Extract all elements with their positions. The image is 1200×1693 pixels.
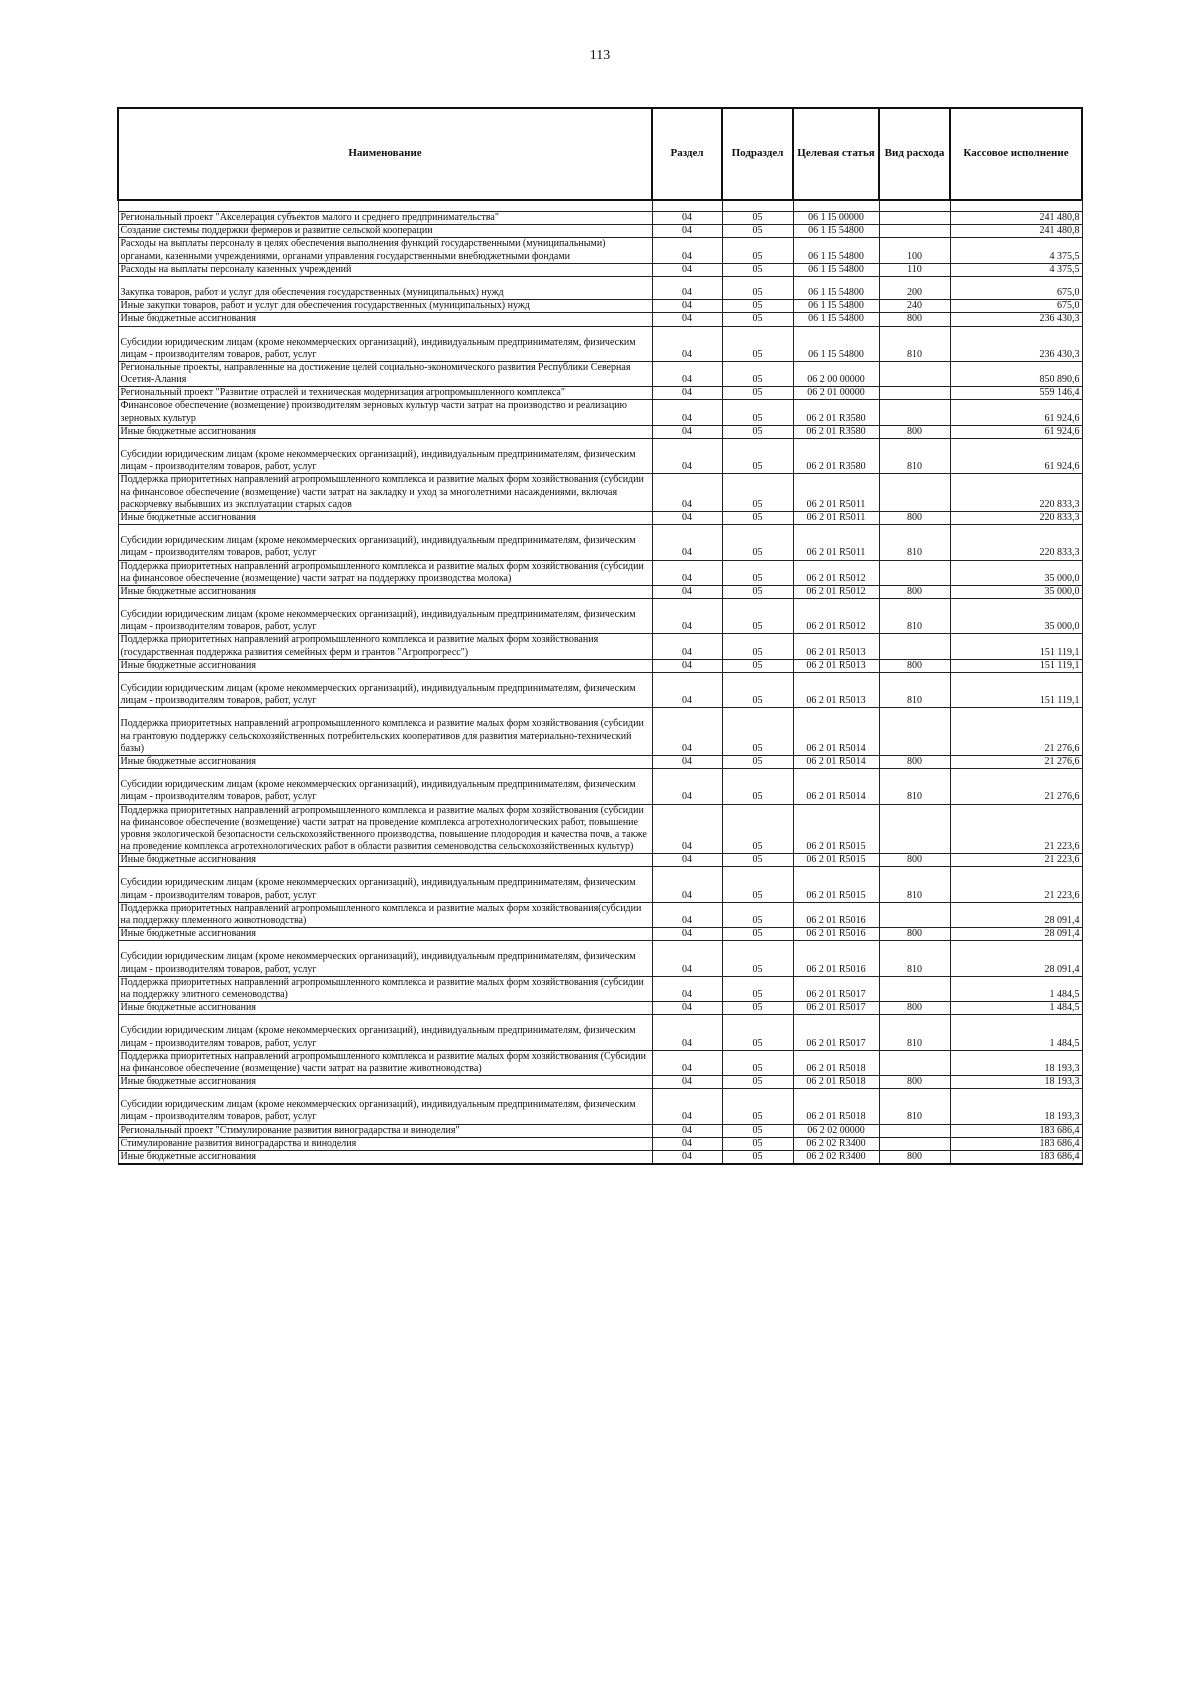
table-row	[118, 263, 1082, 276]
header-razdel: Раздел	[652, 108, 722, 200]
row-vid: 810	[879, 525, 950, 560]
row-target: 06 2 01 R5018	[793, 1050, 879, 1075]
row-amount: 183 686,4	[950, 1137, 1082, 1150]
row-name: Региональный проект "Стимулирование развития виноградарства и виноделия"	[118, 1124, 652, 1137]
row-vid: 100	[879, 238, 950, 263]
row-amount: 675,0	[950, 300, 1082, 313]
row-amount: 241 480,8	[950, 225, 1082, 238]
table-row	[118, 1015, 1082, 1050]
row-razdel: 04	[652, 1137, 722, 1150]
table-row	[118, 976, 1082, 1001]
row-vid	[879, 474, 950, 512]
row-name: Иные закупки товаров, работ и услуг для обеспечения государственных (муниципальных) нужд	[118, 300, 652, 313]
row-podrazdel: 05	[722, 854, 793, 867]
row-amount: 18 193,3	[950, 1076, 1082, 1089]
row-razdel: 04	[652, 1124, 722, 1137]
row-vid: 810	[879, 769, 950, 804]
row-podrazdel: 05	[722, 560, 793, 585]
row-target: 06 2 01 R5012	[793, 599, 879, 634]
row-target: 06 2 01 R3580	[793, 400, 879, 425]
row-podrazdel: 05	[722, 867, 793, 902]
table-header-row	[118, 108, 1082, 200]
row-amount: 21 223,6	[950, 854, 1082, 867]
row-razdel: 04	[652, 928, 722, 941]
table-row	[118, 673, 1082, 708]
row-name: Расходы на выплаты персоналу казенных учреждений	[118, 263, 652, 276]
row-podrazdel: 05	[722, 769, 793, 804]
row-target: 06 2 01 R5014	[793, 755, 879, 768]
row-razdel: 04	[652, 659, 722, 672]
row-name: Поддержка приоритетных направлений агропромышленного комплекса и развитие малых форм хозяйствования (субсидии на поддержку элитного семеноводства)	[118, 976, 652, 1001]
row-razdel: 04	[652, 1050, 722, 1075]
row-amount: 151 119,1	[950, 673, 1082, 708]
row-podrazdel: 05	[722, 1002, 793, 1015]
row-name: Иные бюджетные ассигнования	[118, 425, 652, 438]
row-target: 06 1 I5 00000	[793, 212, 879, 225]
row-amount: 61 924,6	[950, 400, 1082, 425]
row-name: Поддержка приоритетных направлений агропромышленного комплекса и развитие малых форм хозяйствования (субсидии на финансовое обеспечение (возмещение) части затрат на проведение комплекса агротехнологических работ, повышение уровня экологической безопасности сельскохозяйственного производства, повышение плодородия и качества почв, а также на проведение комплекса агротехнологических работ в области развития семеноводства сельскохозяйственных культур)	[118, 804, 652, 854]
row-amount: 559 146,4	[950, 387, 1082, 400]
header-podrazdel: Подраздел	[722, 108, 793, 200]
row-podrazdel: 05	[722, 928, 793, 941]
row-name: Поддержка приоритетных направлений агропромышленного комплекса и развитие малых форм хозяйствования (субсидии на финансовое обеспечение (возмещение) части затрат на поддержку производства молока)	[118, 560, 652, 585]
row-podrazdel: 05	[722, 263, 793, 276]
table-row	[118, 387, 1082, 400]
row-target: 06 2 01 00000	[793, 387, 879, 400]
table-row	[118, 902, 1082, 927]
row-vid: 800	[879, 854, 950, 867]
row-target: 06 2 01 R5017	[793, 976, 879, 1001]
row-podrazdel: 05	[722, 1076, 793, 1089]
row-vid	[879, 1050, 950, 1075]
row-amount: 28 091,4	[950, 928, 1082, 941]
row-amount: 183 686,4	[950, 1151, 1082, 1165]
row-razdel: 04	[652, 1076, 722, 1089]
row-vid: 800	[879, 511, 950, 524]
row-vid: 810	[879, 439, 950, 474]
row-podrazdel: 05	[722, 659, 793, 672]
table-row	[118, 634, 1082, 659]
row-podrazdel: 05	[722, 326, 793, 361]
row-vid: 800	[879, 313, 950, 326]
table-body	[118, 200, 1082, 1164]
header-name: Наименование	[118, 108, 652, 200]
row-amount: 61 924,6	[950, 425, 1082, 438]
row-podrazdel: 05	[722, 387, 793, 400]
row-name: Субсидии юридическим лицам (кроме некоммерческих организаций), индивидуальным предпринимателям, физическим лицам - производителям товаров, работ, услуг	[118, 525, 652, 560]
row-amount: 220 833,3	[950, 474, 1082, 512]
row-name: Субсидии юридическим лицам (кроме некоммерческих организаций), индивидуальным предпринимателям, физическим лицам - производителям товаров, работ, услуг	[118, 1089, 652, 1124]
row-razdel: 04	[652, 941, 722, 976]
row-target: 06 2 01 R5012	[793, 585, 879, 598]
row-amount: 61 924,6	[950, 439, 1082, 474]
row-name: Субсидии юридическим лицам (кроме некоммерческих организаций), индивидуальным предпринимателям, физическим лицам - производителям товаров, работ, услуг	[118, 673, 652, 708]
row-name: Региональный проект "Акселерация субъектов малого и среднего предпринимательства"	[118, 212, 652, 225]
row-podrazdel: 05	[722, 1015, 793, 1050]
row-amount: 241 480,8	[950, 212, 1082, 225]
row-vid: 240	[879, 300, 950, 313]
row-target: 06 1 I5 54800	[793, 263, 879, 276]
row-name: Создание системы поддержки фермеров и развитие сельской кооперации	[118, 225, 652, 238]
row-razdel: 04	[652, 902, 722, 927]
row-vid	[879, 976, 950, 1001]
row-amount: 4 375,5	[950, 238, 1082, 263]
row-name: Иные бюджетные ассигнования	[118, 928, 652, 941]
row-amount: 220 833,3	[950, 525, 1082, 560]
row-target: 06 1 I5 54800	[793, 326, 879, 361]
row-razdel: 04	[652, 804, 722, 854]
row-razdel: 04	[652, 976, 722, 1001]
row-target: 06 2 02 00000	[793, 1124, 879, 1137]
row-vid	[879, 560, 950, 585]
row-vid: 800	[879, 755, 950, 768]
row-razdel: 04	[652, 212, 722, 225]
row-razdel: 04	[652, 525, 722, 560]
row-razdel: 04	[652, 673, 722, 708]
table-row	[118, 928, 1082, 941]
row-podrazdel: 05	[722, 599, 793, 634]
row-razdel: 04	[652, 326, 722, 361]
row-razdel: 04	[652, 313, 722, 326]
row-name: Иные бюджетные ассигнования	[118, 1076, 652, 1089]
row-target: 06 1 I5 54800	[793, 225, 879, 238]
row-podrazdel: 05	[722, 1124, 793, 1137]
row-podrazdel: 05	[722, 425, 793, 438]
table-row	[118, 585, 1082, 598]
row-podrazdel: 05	[722, 238, 793, 263]
row-target: 06 2 02 R3400	[793, 1137, 879, 1150]
row-podrazdel: 05	[722, 1151, 793, 1165]
row-name: Иные бюджетные ассигнования	[118, 585, 652, 598]
table-row	[118, 708, 1082, 756]
row-name: Иные бюджетные ассигнования	[118, 854, 652, 867]
table-row	[118, 276, 1082, 299]
row-razdel: 04	[652, 634, 722, 659]
row-amount: 4 375,5	[950, 263, 1082, 276]
row-target: 06 2 01 R5012	[793, 560, 879, 585]
table-row	[118, 599, 1082, 634]
row-podrazdel: 05	[722, 976, 793, 1001]
row-vid	[879, 634, 950, 659]
row-podrazdel: 05	[722, 1050, 793, 1075]
row-target: 06 2 01 R5015	[793, 854, 879, 867]
row-razdel: 04	[652, 511, 722, 524]
row-razdel: 04	[652, 1015, 722, 1050]
budget-table	[117, 107, 1083, 1165]
header-target: Целевая статья	[793, 108, 879, 200]
row-amount: 35 000,0	[950, 560, 1082, 585]
row-vid	[879, 400, 950, 425]
row-razdel: 04	[652, 854, 722, 867]
row-razdel: 04	[652, 474, 722, 512]
row-name: Расходы на выплаты персоналу в целях обеспечения выполнения функций государственными (муниципальными) органами, казенными учреждениями, органами управления государственными внебюджетными фондами	[118, 238, 652, 263]
row-vid: 810	[879, 673, 950, 708]
row-podrazdel: 05	[722, 525, 793, 560]
table-row	[118, 1050, 1082, 1075]
row-podrazdel: 05	[722, 300, 793, 313]
row-target: 06 2 00 00000	[793, 361, 879, 386]
header-spacer	[118, 200, 1082, 212]
table-row	[118, 659, 1082, 672]
row-vid	[879, 804, 950, 854]
row-name: Поддержка приоритетных направлений агропромышленного комплекса и развитие малых форм хозяйствования (субсидии на финансовое обеспечение (возмещение) части затрат на закладку и уход за многолетними насаждениями, включая раскорчевку выбывших из эксплуатации старых садов	[118, 474, 652, 512]
row-amount: 21 276,6	[950, 755, 1082, 768]
row-podrazdel: 05	[722, 439, 793, 474]
row-name: Субсидии юридическим лицам (кроме некоммерческих организаций), индивидуальным предпринимателям, физическим лицам - производителям товаров, работ, услуг	[118, 439, 652, 474]
row-vid: 200	[879, 276, 950, 299]
row-target: 06 1 I5 54800	[793, 300, 879, 313]
row-name: Субсидии юридическим лицам (кроме некоммерческих организаций), индивидуальным предпринимателям, физическим лицам - производителям товаров, работ, услуг	[118, 867, 652, 902]
row-target: 06 2 01 R5011	[793, 511, 879, 524]
row-target: 06 2 01 R5016	[793, 928, 879, 941]
row-podrazdel: 05	[722, 941, 793, 976]
row-name: Субсидии юридическим лицам (кроме некоммерческих организаций), индивидуальным предпринимателям, физическим лицам - производителям товаров, работ, услуг	[118, 1015, 652, 1050]
row-razdel: 04	[652, 276, 722, 299]
table-row	[118, 1151, 1082, 1165]
table-row	[118, 511, 1082, 524]
row-vid: 800	[879, 1002, 950, 1015]
row-vid: 800	[879, 1076, 950, 1089]
row-target: 06 2 01 R5017	[793, 1015, 879, 1050]
row-amount: 35 000,0	[950, 599, 1082, 634]
row-amount: 35 000,0	[950, 585, 1082, 598]
row-podrazdel: 05	[722, 511, 793, 524]
table-row	[118, 1002, 1082, 1015]
table-row	[118, 755, 1082, 768]
row-vid: 800	[879, 928, 950, 941]
row-target: 06 2 01 R5018	[793, 1089, 879, 1124]
row-amount: 220 833,3	[950, 511, 1082, 524]
row-razdel: 04	[652, 599, 722, 634]
row-podrazdel: 05	[722, 673, 793, 708]
row-podrazdel: 05	[722, 1089, 793, 1124]
row-amount: 18 193,3	[950, 1089, 1082, 1124]
row-name: Субсидии юридическим лицам (кроме некоммерческих организаций), индивидуальным предпринимателям, физическим лицам - производителям товаров, работ, услуг	[118, 769, 652, 804]
row-vid	[879, 708, 950, 756]
table-row	[118, 212, 1082, 225]
row-name: Субсидии юридическим лицам (кроме некоммерческих организаций), индивидуальным предпринимателям, физическим лицам - производителям товаров, работ, услуг	[118, 941, 652, 976]
row-razdel: 04	[652, 585, 722, 598]
row-podrazdel: 05	[722, 585, 793, 598]
table-row	[118, 361, 1082, 386]
row-amount: 236 430,3	[950, 313, 1082, 326]
row-name: Иные бюджетные ассигнования	[118, 511, 652, 524]
row-name: Иные бюджетные ассигнования	[118, 313, 652, 326]
row-vid: 800	[879, 659, 950, 672]
row-amount: 1 484,5	[950, 1015, 1082, 1050]
row-name: Региональный проект "Развитие отраслей и техническая модернизация агропромышленного комплекса"	[118, 387, 652, 400]
row-target: 06 2 01 R3580	[793, 425, 879, 438]
row-name: Поддержка приоритетных направлений агропромышленного комплекса и развитие малых форм хозяйствования (Субсидии на финансовое обеспечение (возмещение) части затрат на развитие животноводства)	[118, 1050, 652, 1075]
row-razdel: 04	[652, 1089, 722, 1124]
row-vid: 810	[879, 1015, 950, 1050]
row-vid: 800	[879, 1151, 950, 1165]
table-row	[118, 804, 1082, 854]
table-row	[118, 238, 1082, 263]
row-razdel: 04	[652, 361, 722, 386]
row-razdel: 04	[652, 1151, 722, 1165]
row-amount: 151 119,1	[950, 634, 1082, 659]
row-vid: 810	[879, 941, 950, 976]
row-amount: 21 276,6	[950, 708, 1082, 756]
row-target: 06 2 01 R5018	[793, 1076, 879, 1089]
row-name: Региональные проекты, направленные на достижение целей социально-экономического развития Республики Северная Осетия-Алания	[118, 361, 652, 386]
row-target: 06 2 01 R5013	[793, 673, 879, 708]
row-razdel: 04	[652, 560, 722, 585]
table-row	[118, 225, 1082, 238]
row-razdel: 04	[652, 867, 722, 902]
row-vid: 810	[879, 867, 950, 902]
row-podrazdel: 05	[722, 313, 793, 326]
row-target: 06 2 02 R3400	[793, 1151, 879, 1165]
row-amount: 21 223,6	[950, 804, 1082, 854]
row-target: 06 2 01 R5013	[793, 634, 879, 659]
row-podrazdel: 05	[722, 708, 793, 756]
header-vid: Вид расхода	[879, 108, 950, 200]
table-row	[118, 474, 1082, 512]
row-target: 06 2 01 R5014	[793, 708, 879, 756]
row-target: 06 2 01 R5014	[793, 769, 879, 804]
row-podrazdel: 05	[722, 1137, 793, 1150]
row-vid	[879, 361, 950, 386]
row-target: 06 2 01 R5011	[793, 525, 879, 560]
row-name: Иные бюджетные ассигнования	[118, 1151, 652, 1165]
row-target: 06 2 01 R3580	[793, 439, 879, 474]
header-amount: Кассовое исполнение	[950, 108, 1082, 200]
row-target: 06 2 01 R5016	[793, 902, 879, 927]
row-vid	[879, 387, 950, 400]
row-name: Субсидии юридическим лицам (кроме некоммерческих организаций), индивидуальным предпринимателям, физическим лицам - производителям товаров, работ, услуг	[118, 599, 652, 634]
row-name: Стимулирование развития виноградарства и виноделия	[118, 1137, 652, 1150]
row-amount: 1 484,5	[950, 976, 1082, 1001]
table-row	[118, 313, 1082, 326]
table-row	[118, 1089, 1082, 1124]
table-row	[118, 400, 1082, 425]
row-vid: 800	[879, 585, 950, 598]
row-podrazdel: 05	[722, 276, 793, 299]
row-vid: 810	[879, 326, 950, 361]
page-number: 113	[589, 48, 611, 63]
row-name: Иные бюджетные ассигнования	[118, 1002, 652, 1015]
row-amount: 21 276,6	[950, 769, 1082, 804]
row-name: Иные бюджетные ассигнования	[118, 755, 652, 768]
table-row	[118, 439, 1082, 474]
row-razdel: 04	[652, 439, 722, 474]
table-row	[118, 525, 1082, 560]
row-target: 06 1 I5 54800	[793, 238, 879, 263]
row-podrazdel: 05	[722, 902, 793, 927]
row-name: Поддержка приоритетных направлений агропромышленного комплекса и развитие малых форм хозяйствования (государственная поддержка развития семейных ферм и грантов "Агропрогресс")	[118, 634, 652, 659]
row-razdel: 04	[652, 400, 722, 425]
row-target: 06 2 01 R5011	[793, 474, 879, 512]
row-razdel: 04	[652, 387, 722, 400]
row-vid	[879, 1137, 950, 1150]
row-amount: 1 484,5	[950, 1002, 1082, 1015]
table-row	[118, 941, 1082, 976]
row-razdel: 04	[652, 225, 722, 238]
table-row	[118, 1076, 1082, 1089]
row-vid	[879, 1124, 950, 1137]
row-vid: 810	[879, 1089, 950, 1124]
row-vid	[879, 902, 950, 927]
row-podrazdel: 05	[722, 225, 793, 238]
row-podrazdel: 05	[722, 804, 793, 854]
table-row	[118, 854, 1082, 867]
table-row	[118, 769, 1082, 804]
row-name: Поддержка приоритетных направлений агропромышленного комплекса и развитие малых форм хозяйствования(субсидии на поддержку племенного животноводства)	[118, 902, 652, 927]
row-name: Субсидии юридическим лицам (кроме некоммерческих организаций), индивидуальным предпринимателям, физическим лицам - производителям товаров, работ, услуг	[118, 326, 652, 361]
row-target: 06 2 01 R5016	[793, 941, 879, 976]
row-name: Финансовое обеспечение (возмещение) производителям зерновых культур части затрат на производство и реализацию зерновых культур	[118, 400, 652, 425]
row-razdel: 04	[652, 708, 722, 756]
row-podrazdel: 05	[722, 212, 793, 225]
row-target: 06 1 I5 54800	[793, 276, 879, 299]
row-amount: 236 430,3	[950, 326, 1082, 361]
table-row	[118, 300, 1082, 313]
row-podrazdel: 05	[722, 755, 793, 768]
row-razdel: 04	[652, 755, 722, 768]
table-row	[118, 326, 1082, 361]
row-target: 06 2 01 R5017	[793, 1002, 879, 1015]
row-target: 06 1 I5 54800	[793, 313, 879, 326]
row-amount: 28 091,4	[950, 941, 1082, 976]
row-target: 06 2 01 R5013	[793, 659, 879, 672]
row-name: Иные бюджетные ассигнования	[118, 659, 652, 672]
row-target: 06 2 01 R5015	[793, 804, 879, 854]
row-name: Закупка товаров, работ и услуг для обеспечения государственных (муниципальных) нужд	[118, 276, 652, 299]
row-vid	[879, 212, 950, 225]
row-razdel: 04	[652, 263, 722, 276]
row-razdel: 04	[652, 300, 722, 313]
table-row	[118, 867, 1082, 902]
table-row	[118, 425, 1082, 438]
row-vid	[879, 225, 950, 238]
row-razdel: 04	[652, 1002, 722, 1015]
row-podrazdel: 05	[722, 400, 793, 425]
row-podrazdel: 05	[722, 634, 793, 659]
row-name: Поддержка приоритетных направлений агропромышленного комплекса и развитие малых форм хозяйствования (субсидии на грантовую поддержку сельскохозяйственных потребительских кооперативов для развития материально-технический базы)	[118, 708, 652, 756]
row-amount: 18 193,3	[950, 1050, 1082, 1075]
row-razdel: 04	[652, 238, 722, 263]
row-amount: 183 686,4	[950, 1124, 1082, 1137]
row-vid: 800	[879, 425, 950, 438]
row-vid: 110	[879, 263, 950, 276]
row-amount: 21 223,6	[950, 867, 1082, 902]
row-amount: 28 091,4	[950, 902, 1082, 927]
row-amount: 850 890,6	[950, 361, 1082, 386]
table-row	[118, 1137, 1082, 1150]
table-row	[118, 560, 1082, 585]
table-row	[118, 1124, 1082, 1137]
row-razdel: 04	[652, 425, 722, 438]
row-target: 06 2 01 R5015	[793, 867, 879, 902]
row-amount: 151 119,1	[950, 659, 1082, 672]
row-razdel: 04	[652, 769, 722, 804]
row-amount: 675,0	[950, 276, 1082, 299]
row-podrazdel: 05	[722, 361, 793, 386]
row-podrazdel: 05	[722, 474, 793, 512]
row-vid: 810	[879, 599, 950, 634]
